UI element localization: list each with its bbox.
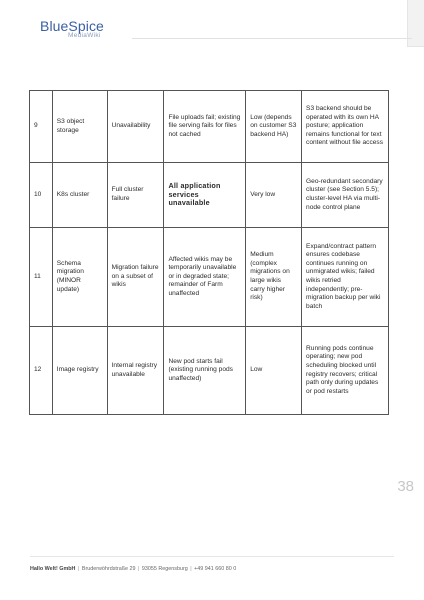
- impact-cell: New pod starts fail (existing running pods unaffected): [164, 327, 246, 415]
- mitigation-cell: S3 backend should be operated with its own HA posture; application remains functional for text content without file access: [302, 91, 389, 163]
- impact-cell: Affected wikis may be temporarily unavailable or in degraded state; remainder of Farm unaffected: [164, 228, 246, 327]
- row-number: 9: [30, 91, 53, 163]
- footer: [30, 566, 236, 572]
- severity-cell: Very low: [246, 163, 302, 228]
- footer-phone: +49 941 660 80 0: [194, 566, 237, 572]
- impact-cell: File uploads fail; existing file serving fails for files not cached: [164, 91, 246, 163]
- footer-address: Bruderwöhrdstraße 29: [81, 566, 136, 572]
- page-corner-tab: [407, 0, 424, 47]
- failure-cell: Internal registry unavailable: [107, 327, 164, 415]
- impact-cell: All application services unavailable: [164, 163, 246, 228]
- component-cell: S3 object storage: [52, 91, 107, 163]
- footer-separator: |: [137, 566, 140, 572]
- table-row: [30, 163, 389, 228]
- table-row: [30, 327, 389, 415]
- footer-separator: |: [77, 566, 80, 572]
- failure-cell: Migration failure on a subset of wikis: [107, 228, 164, 327]
- bluespice-logo: [40, 18, 104, 39]
- mitigation-cell: Expand/contract pattern ensures codebase continues running on unmigrated wikis; failed wikis retried independently; pre-migration backup per wiki batch: [302, 228, 389, 327]
- logo-subtitle: MediaWiki: [68, 32, 101, 39]
- footer-city: 93055 Regensburg: [141, 566, 188, 572]
- mitigation-cell: Geo-redundant secondary cluster (see Section 5.5); cluster-level HA via multi-node control plane: [302, 163, 389, 228]
- row-number: 10: [30, 163, 53, 228]
- component-cell: Image registry: [52, 327, 107, 415]
- risk-table: [29, 90, 389, 415]
- table-row: [30, 228, 389, 327]
- footer-divider: [30, 556, 394, 557]
- mitigation-cell: Running pods continue operating; new pod scheduling blocked until registry recovers; critical path only during updates or pod restarts: [302, 327, 389, 415]
- failure-cell: Full cluster failure: [107, 163, 164, 228]
- row-number: 11: [30, 228, 53, 327]
- severity-cell: Medium (complex migrations on large wikis carry higher risk): [246, 228, 302, 327]
- header-divider: [132, 38, 412, 39]
- row-number: 12: [30, 327, 53, 415]
- footer-separator: |: [190, 566, 192, 572]
- component-cell: K8s cluster: [52, 163, 107, 228]
- severity-cell: Low: [246, 327, 302, 415]
- page-number: 38: [397, 478, 414, 495]
- footer-company: Hallo Welt! GmbH: [30, 566, 76, 572]
- component-cell: Schema migration (MINOR update): [52, 228, 107, 327]
- failure-cell: Unavailability: [107, 91, 164, 163]
- logo-wordmark: BlueSpice: [40, 18, 104, 34]
- severity-cell: Low (depends on customer S3 backend HA): [246, 91, 302, 163]
- table-row: [30, 91, 389, 163]
